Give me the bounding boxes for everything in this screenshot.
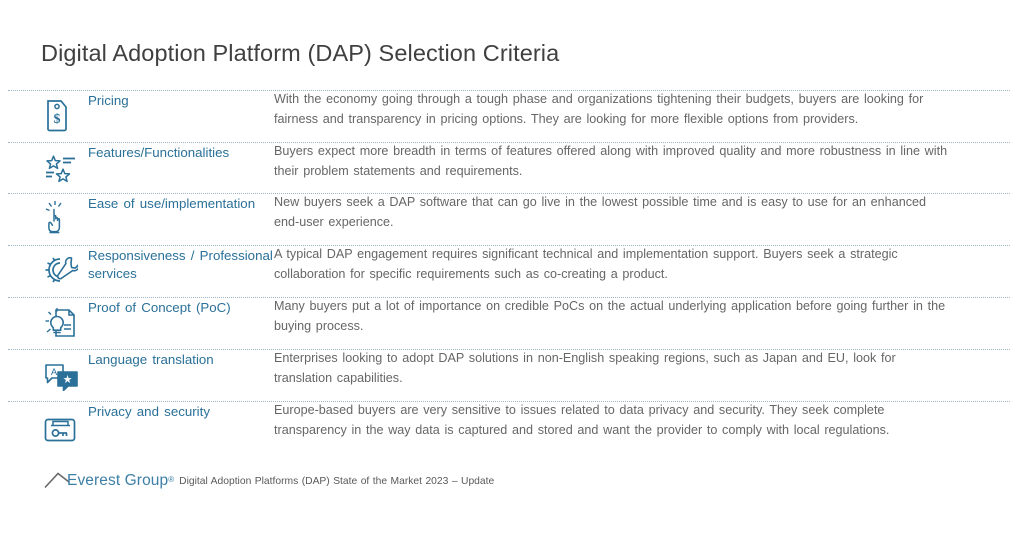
everest-group-logo: [44, 470, 174, 488]
criteria-label: Proof of Concept (PoC): [88, 300, 231, 315]
criteria-label: Language translation: [88, 352, 214, 367]
table-row: [0, 401, 1024, 453]
criteria-description: Many buyers put a lot of importance on credible PoCs on the actual underlying application before going further in the buying process.: [274, 299, 946, 333]
table-row: [0, 349, 1024, 401]
criteria-label: Ease of use/implementation: [88, 196, 256, 211]
table-row: [0, 297, 1024, 349]
svg-text:$: $: [53, 111, 61, 127]
row-divider: [8, 401, 1010, 402]
criteria-description: New buyers seek a DAP software that can go live in the lowest possible time and is easy to use for an enhanced end-user experience.: [274, 195, 927, 229]
criteria-label: Privacy and security: [88, 404, 210, 419]
criteria-description: Buyers expect more breadth in terms of features offered along with improved quality and more robustness in line with their problem statements and requirements.: [274, 144, 948, 178]
gear-wrench-icon: [44, 254, 78, 286]
folder-key-icon: [44, 417, 78, 443]
criteria-icon-cell: [44, 401, 88, 449]
criteria-icon-cell: [44, 349, 88, 396]
row-divider: [8, 245, 1010, 246]
svg-text:★: ★: [62, 374, 73, 386]
registered-mark: ®: [168, 475, 175, 484]
everest-group-wordmark: Everest Group: [67, 472, 169, 489]
click-hand-icon: [44, 200, 72, 235]
row-divider: [8, 297, 1010, 298]
criteria-icon-cell: [44, 297, 88, 341]
table-row: [0, 142, 1024, 193]
criteria-label: Responsiveness / Professional services: [88, 248, 273, 281]
price-tag-dollar-icon: [44, 99, 70, 132]
svg-text:A: A: [50, 367, 58, 378]
criteria-description: A typical DAP engagement requires significant technical and implementation support. Buyers seek a strategic collaboration for specific requirements such as co-creating a product.: [274, 247, 898, 281]
lightbulb-document-icon: [44, 306, 78, 339]
criteria-description: Enterprises looking to adopt DAP solutions in non-English speaking regions, such as Japan and EU, look for translation capabilities.: [274, 351, 896, 385]
page-title: Digital Adoption Platform (DAP) Selection Criteria: [41, 40, 560, 66]
criteria-icon-cell: [44, 142, 88, 188]
criteria-label: Features/Functionalities: [88, 145, 230, 160]
row-divider: [8, 193, 1010, 194]
row-divider: [8, 90, 1010, 91]
table-row: [0, 245, 1024, 297]
criteria-description: Europe-based buyers are very sensitive to issues related to data privacy and security. They seek complete transparency in the way data is captured and stored and want the provider to comply with local regulations.: [274, 403, 890, 437]
stars-features-icon: [44, 154, 78, 184]
criteria-table: [0, 90, 1024, 453]
criteria-description: With the economy going through a tough phase and organizations tightening their budgets, buyers are looking for fairness and transparency in pricing options. They are looking for more flexible options from providers.: [274, 92, 924, 126]
criteria-icon-cell: [44, 245, 88, 289]
footer: [44, 470, 494, 488]
row-divider: [8, 349, 1010, 350]
footer-source-text: Digital Adoption Platforms (DAP) State of the Market 2023 – Update: [179, 476, 495, 487]
criteria-icon-cell: [44, 90, 88, 134]
row-divider: [8, 142, 1010, 143]
criteria-label: Pricing: [88, 93, 129, 108]
translation-bubbles-icon: [44, 363, 80, 391]
criteria-icon-cell: [44, 193, 88, 236]
table-row: [0, 90, 1024, 142]
table-row: [0, 193, 1024, 245]
